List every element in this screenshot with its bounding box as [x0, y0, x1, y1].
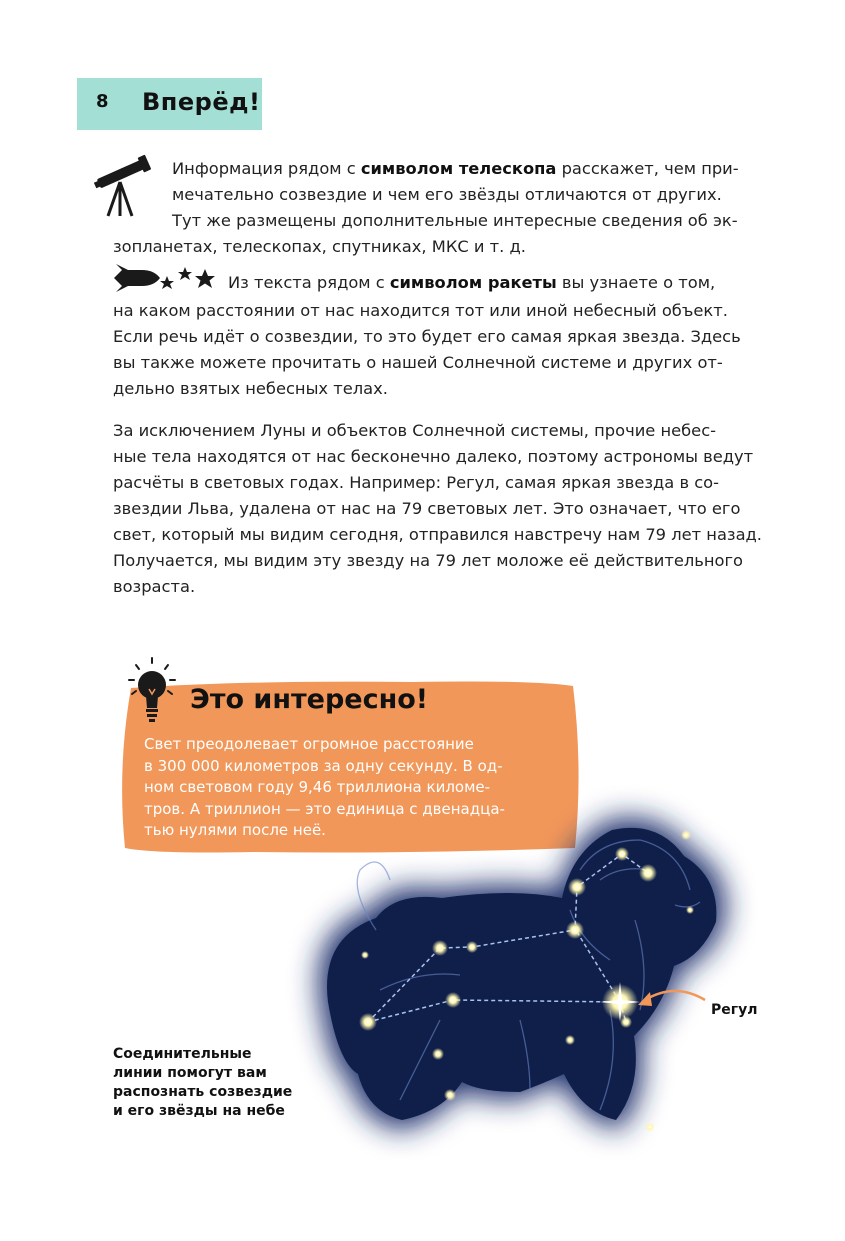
distance-paragraph-line7: возраста.: [113, 577, 196, 596]
telescope-paragraph-line4: зопланетах, телескопах, спутниках, МКС и т. д.: [113, 237, 526, 256]
leo-constellation-illustration: [280, 770, 800, 1230]
lion-silhouette: [327, 828, 716, 1120]
page-number: 8: [96, 91, 109, 112]
telescope-paragraph-line1: Информация рядом с символом телескопа расскажет, чем при-: [172, 159, 739, 178]
rocket-paragraph-line2: на каком расстоянии от нас находится тот или иной небесный объект.: [113, 301, 728, 320]
telescope-paragraph-line3: Тут же размещены дополнительные интересные сведения об эк-: [172, 211, 738, 230]
rocket-paragraph-line4: вы также можете прочитать о нашей Солнечной системе и других от-: [113, 353, 723, 372]
distance-paragraph-line4: звездии Льва, удалена от нас на 79 световых лет. Это означает, что его: [113, 499, 741, 518]
telescope-paragraph-line2: мечательно созвездие и чем его звёзды отличаются от других.: [172, 185, 722, 204]
rocket-paragraph-line1: Из текста рядом с символом ракеты вы узнаете о том,: [228, 273, 716, 292]
rocket-symbol-term: символом ракеты: [389, 273, 557, 292]
rocket-icon: [112, 263, 222, 293]
star-icon: [160, 267, 215, 289]
distance-paragraph-line1: За исключением Луны и объектов Солнечной системы, прочие небес-: [113, 421, 717, 440]
regulus-label: Регул: [711, 1002, 758, 1018]
callout-text: Свет преодолевает огромное расстояние в 300 000 километров за одну секунду. В од- ном световом году 9,46 триллиона киломе- тров. А триллион — это единица с двенадца- тью нулями после неё.: [144, 735, 505, 839]
section-title: Вперёд!: [142, 88, 261, 116]
rocket-paragraph-line5: дельно взятых небесных телах.: [113, 379, 388, 398]
distance-paragraph-line6: Получается, мы видим эту звезду на 79 лет моложе её действительного: [113, 551, 743, 570]
callout-title: Это интересно!: [190, 684, 429, 715]
telescope-icon: [92, 152, 154, 218]
constellation-caption: Соединительные линии помогут вам распознать созвездие и его звёзды на небе: [113, 1046, 293, 1119]
telescope-symbol-term: символом телескопа: [360, 159, 557, 178]
lightbulb-icon: [126, 656, 178, 726]
rocket-paragraph-line3: Если речь идёт о созвездии, то это будет его самая яркая звезда. Здесь: [113, 327, 741, 346]
distance-paragraph-line3: расчёты в световых годах. Например: Регул, самая яркая звезда в со-: [113, 473, 720, 492]
distance-paragraph-line5: свет, который мы видим сегодня, отправился навстречу нам 79 лет назад.: [113, 525, 762, 544]
distance-paragraph-line2: ные тела находятся от нас бесконечно далеко, поэтому астрономы ведут: [113, 447, 754, 466]
